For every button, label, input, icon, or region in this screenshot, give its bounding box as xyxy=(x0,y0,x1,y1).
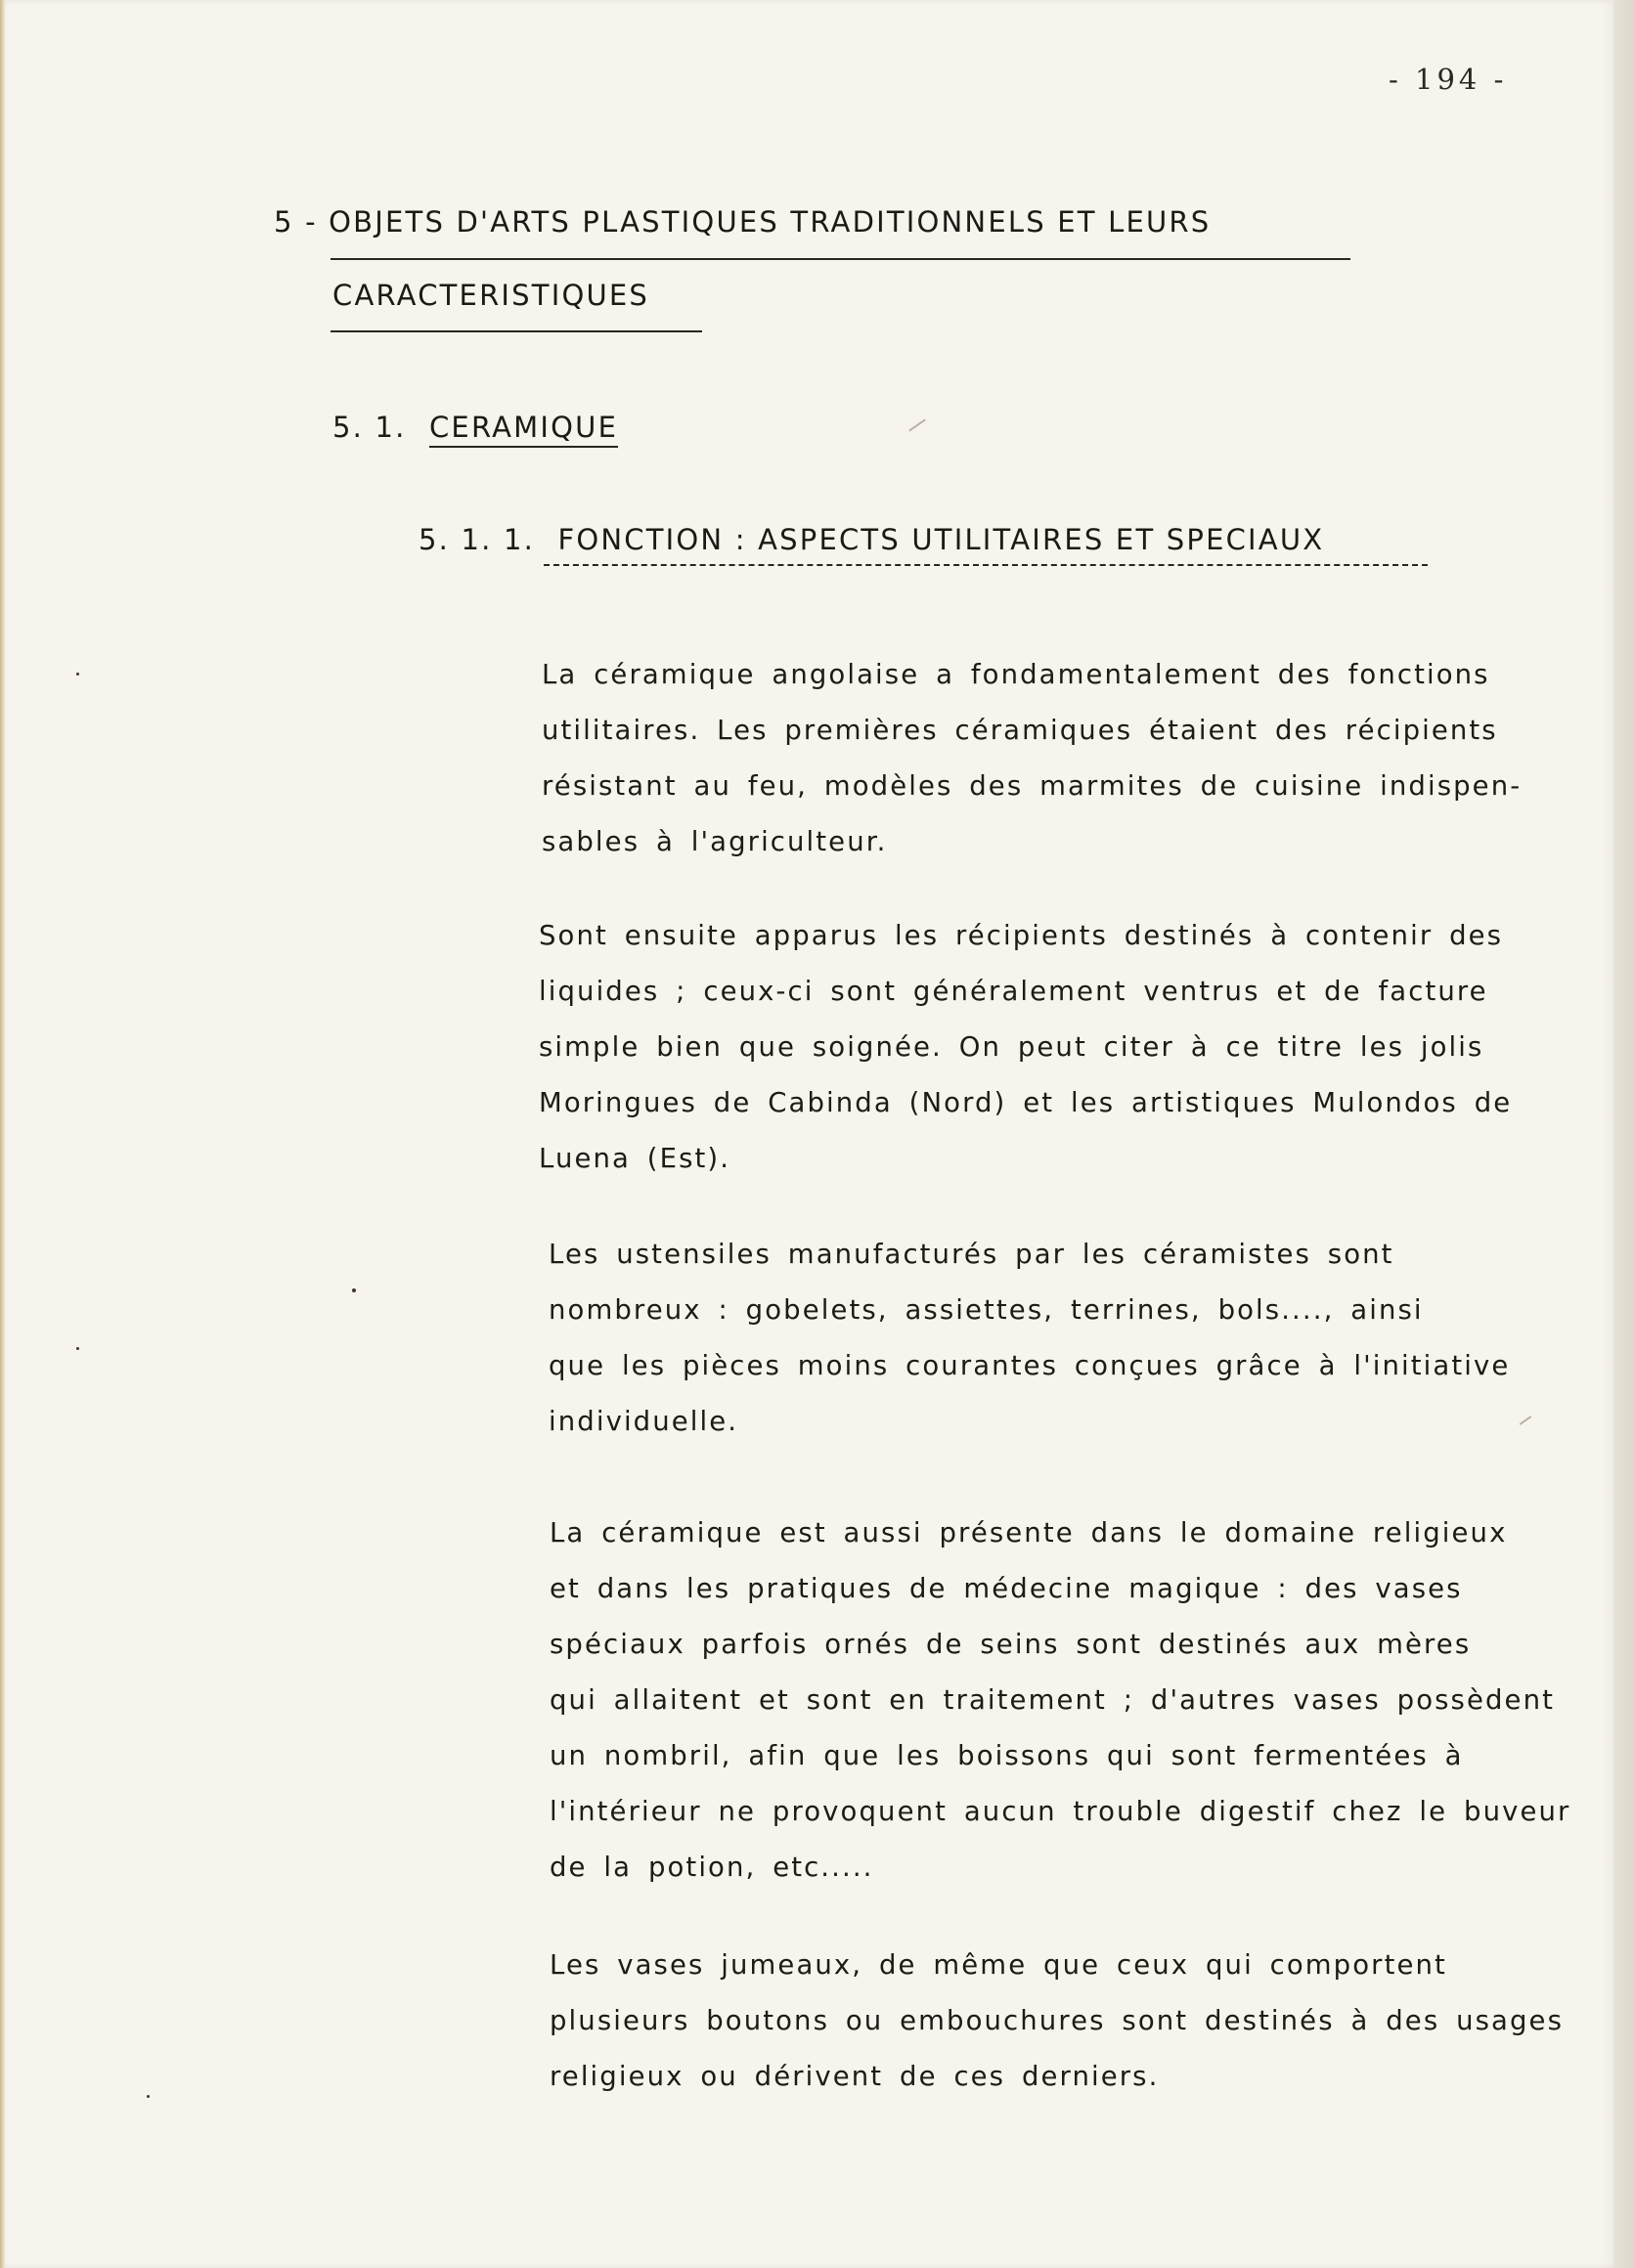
section-title-underline1 xyxy=(331,258,1350,260)
paragraph-3 xyxy=(549,1227,1510,1450)
subsubsection-title: FONCTION : ASPECTS UTILITAIRES ET SPECIAUX xyxy=(557,523,1325,556)
paragraph-line: de la potion, etc..... xyxy=(550,1852,874,1883)
subsubsection-heading xyxy=(419,523,1324,556)
paragraph-line: résistant au feu, modèles des marmites de cuisine indispen- xyxy=(542,770,1523,802)
paragraph-line: La céramique est aussi présente dans le domaine religieux xyxy=(550,1517,1508,1548)
scan-speck xyxy=(76,673,79,676)
section-title-line1: 5 - OBJETS D'ARTS PLASTIQUES TRADITIONNELS ET LEURS xyxy=(274,205,1212,239)
paragraph-line: que les pièces moins courantes conçues grâce à l'initiative xyxy=(549,1350,1511,1381)
paragraph-line: utilitaires. Les premières céramiques étaient des récipients xyxy=(542,715,1498,746)
paragraph-line: l'intérieur ne provoquent aucun trouble digestif chez le buveur xyxy=(550,1796,1571,1827)
page-number: - 194 - xyxy=(1389,63,1508,96)
scan-edge xyxy=(1613,0,1634,2268)
paragraph-line: qui allaitent et sont en traitement ; d'autres vases possèdent xyxy=(550,1684,1555,1716)
paragraph-5 xyxy=(550,1938,1564,2105)
scan-speck xyxy=(147,2095,150,2098)
paragraph-line: nombreux : gobelets, assiettes, terrines, bols...., ainsi xyxy=(549,1294,1424,1326)
subsection-number: 5. 1. xyxy=(332,411,407,444)
scan-speck xyxy=(352,1288,356,1292)
paragraph-line: religieux ou dérivent de ces derniers. xyxy=(550,2061,1160,2092)
paragraph-line: plusieurs boutons ou embouchures sont destinés à des usages xyxy=(550,2005,1565,2036)
section-title-underline2 xyxy=(331,330,702,332)
paragraph-1 xyxy=(542,647,1522,870)
subsubsection-number: 5. 1. 1. xyxy=(419,523,536,556)
paragraph-line: spéciaux parfois ornés de seins sont destinés aux mères xyxy=(550,1629,1472,1660)
paragraph-line: Luena (Est). xyxy=(539,1143,731,1174)
paragraph-line: Moringues de Cabinda (Nord) et les artistiques Mulondos de xyxy=(539,1087,1513,1118)
paragraph-line: un nombril, afin que les boissons qui sont fermentées à xyxy=(550,1740,1464,1771)
paragraph-line: La céramique angolaise a fondamentalement des fonctions xyxy=(542,659,1490,690)
subsubsection-dashed-underline xyxy=(544,564,1428,566)
scan-speck xyxy=(76,1347,79,1350)
paragraph-4 xyxy=(550,1505,1570,1896)
paragraph-line: simple bien que soignée. On peut citer à ce titre les jolis xyxy=(539,1031,1484,1063)
section-title-line2: CARACTERISTIQUES xyxy=(332,279,650,312)
page-left-edge xyxy=(0,0,5,2268)
paragraph-line: Les ustensiles manufacturés par les céramistes sont xyxy=(549,1239,1394,1270)
paragraph-line: individuelle. xyxy=(549,1406,739,1437)
paragraph-line: Sont ensuite apparus les récipients destinés à contenir des xyxy=(539,920,1504,951)
paragraph-line: et dans les pratiques de médecine magique : des vases xyxy=(550,1573,1463,1604)
subsection-title: CERAMIQUE xyxy=(429,411,618,448)
paragraph-line: liquides ; ceux-ci sont généralement ventrus et de facture xyxy=(539,976,1488,1007)
paragraph-line: Les vases jumeaux, de même que ceux qui comportent xyxy=(550,1949,1447,1981)
subsection-heading xyxy=(332,411,618,444)
paragraph-2 xyxy=(539,908,1512,1187)
paragraph-line: sables à l'agriculteur. xyxy=(542,826,888,857)
